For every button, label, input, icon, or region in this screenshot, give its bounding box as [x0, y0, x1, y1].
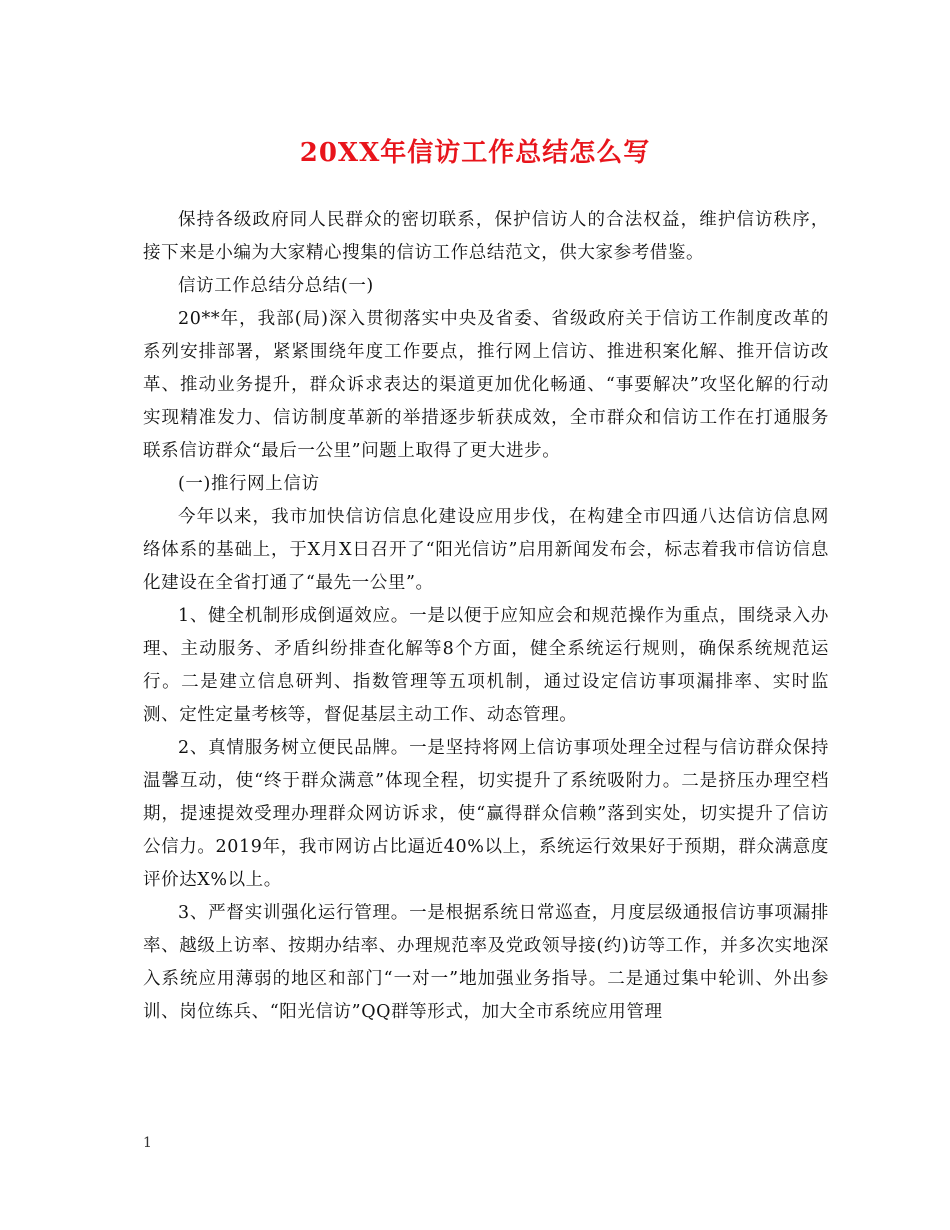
paragraph-item-2: 2、真情服务树立便民品牌。一是坚持将网上信访事项处理全过程与信访群众保持温馨互动，使“终于群众满意”体现全程，切实提升了系统吸附力。二是挤压办理空档期，提速提效受理办理群众网访诉求，使“赢得群众信赖”落到实处，切实提升了信访公信力。2019年，我市网访占比逼近40%以上，系统运行效果好于预期，群众满意度评价达X%以上。 [143, 738, 829, 890]
paragraph-item-1: 1、健全机制形成倒逼效应。一是以便于应知应会和规范操作为重点，围绕录入办理、主动服务、矛盾纠纷排查化解等8个方面，健全系统运行规则，确保系统规范运行。二是建立信息研判、指数管理等五项机制，通过设定信访事项漏排率、实时监测、定性定量考核等，督促基层主动工作、动态管理。 [143, 606, 829, 725]
paragraph-overview: 20**年，我部(局)深入贯彻落实中央及省委、省级政府关于信访工作制度改革的系列安排部署，紧紧围绕年度工作要点，推行网上信访、推进积案化解、推开信访改革、推动业务提升，群众诉求表达的渠道更加优化畅通、“事要解决”攻坚化解的行动实现精准发力、信访制度革新的举措逐步斩获成效，全市群众和信访工作在打通服务联系信访群众“最后一公里”问题上取得了更大进步。 [143, 309, 829, 461]
paragraph-intro: 保持各级政府同人民群众的密切联系，保护信访人的合法权益，维护信访秩序，接下来是小编为大家精心搜集的信访工作总结范文，供大家参考借鉴。 [143, 210, 829, 263]
document-body [143, 204, 829, 1029]
paragraph-subheading: (一)推行网上信访 [178, 474, 320, 494]
page-number: 1 [143, 1135, 152, 1151]
paragraph-online-petition: 今年以来，我市加快信访信息化建设应用步伐，在构建全市四通八达信访信息网络体系的基础上，于X月X日召开了“阳光信访”启用新闻发布会，标志着我市信访信息化建设在全省打通了“最先一公里”。 [143, 507, 829, 593]
document-title: 20XX年信访工作总结怎么写 [299, 138, 651, 168]
paragraph-item-3: 3、严督实训强化运行管理。一是根据系统日常巡查，月度层级通报信访事项漏排率、越级上访率、按期办结率、办理规范率及党政领导接(约)访等工作，并多次实地深入系统应用薄弱的地区和部门“一对一”地加强业务指导。二是通过集中轮训、外出参训、岗位练兵、“阳光信访”QQ群等形式，加大全市系统应用管理 [143, 903, 829, 1022]
paragraph-section-heading: 信访工作总结分总结(一) [178, 276, 374, 296]
